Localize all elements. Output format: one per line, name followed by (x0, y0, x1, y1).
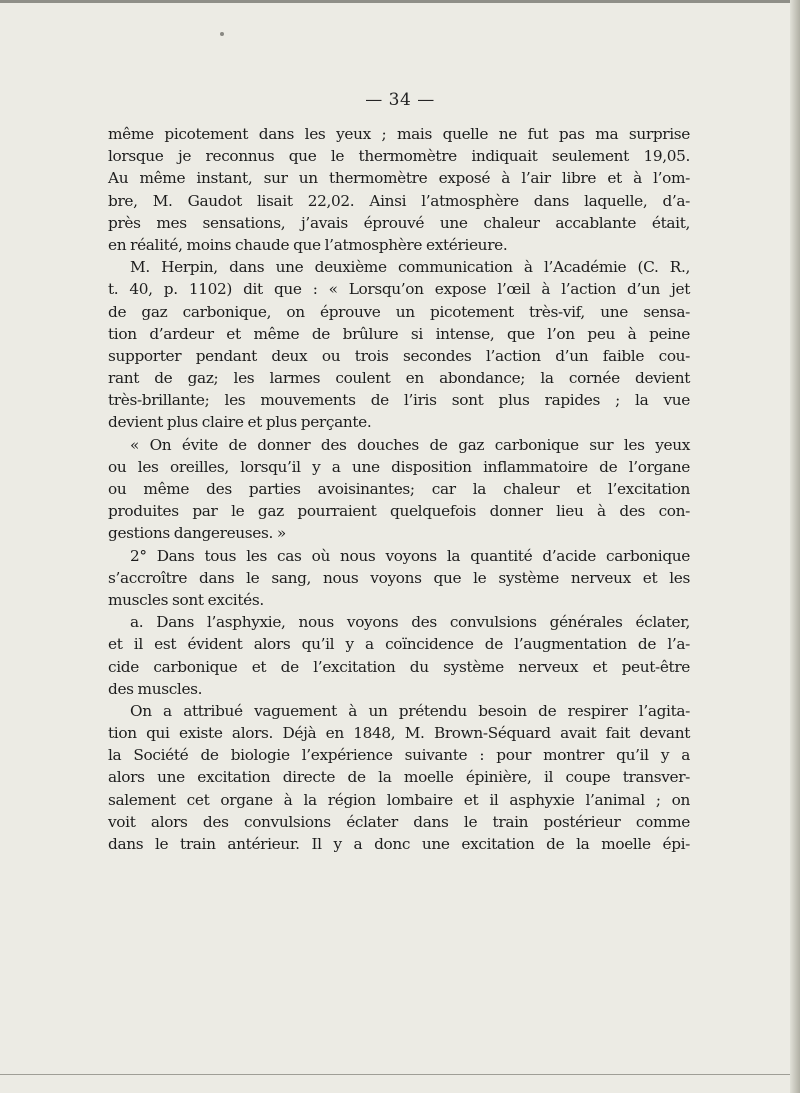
text-line: même picotement dans les yeux ; mais quelle ne fut pas ma surprise (108, 125, 690, 143)
text-line: M. Herpin, dans une deuxième communication à l’Académie (C. R., (130, 258, 690, 277)
text-line: tion qui existe alors. Déjà en 1848, M. Brown-Séquard avait fait devant (108, 724, 690, 743)
page-number: — 34 — (365, 90, 435, 110)
ink-spot (220, 32, 224, 36)
text-line: la Société de biologie l’expérience suivante : pour montrer qu’il y a (108, 746, 690, 765)
text-line: bre, M. Gaudot lisait 22,02. Ainsi l’atmosphère dans laquelle, d’a- (108, 191, 690, 210)
body-text (108, 123, 690, 855)
text-line: produites par le gaz pourraient quelquefois donner lieu à des con- (108, 502, 690, 521)
text-line: ou même des parties avoisinantes; car la chaleur et l’excitation (108, 480, 690, 498)
text-line: gestions dangereuses. » (108, 524, 286, 543)
text-line: et il est évident alors qu’il y a coïncidence de l’augmentation de l’a- (108, 635, 690, 654)
text-line: rant de gaz; les larmes coulent en abondance; la cornée devient (108, 369, 690, 388)
text-line: de gaz carbonique, on éprouve un picotement très-vif, une sensa- (108, 302, 690, 321)
text-line: tion d’ardeur et même de brûlure si intense, que l’on peu à peine (108, 324, 690, 343)
text-line: des muscles. (108, 679, 203, 698)
text-line: 2° Dans tous les cas où nous voyons la quantité d’acide carbonique (130, 546, 690, 565)
text-line: s’accroître dans le sang, nous voyons que le système nerveux et les (108, 568, 690, 587)
text-line: supporter pendant deux ou trois secondes l’action d’un faible cou- (108, 346, 690, 365)
text-line: a. Dans l’asphyxie, nous voyons des convulsions générales éclater, (130, 613, 690, 632)
text-line: salement cet organe à la région lombaire et il asphyxie l’animal ; on (108, 790, 690, 809)
text-line: On a attribué vaguement à un prétendu besoin de respirer l’agita- (130, 701, 690, 720)
bottom-edge-rule (0, 1074, 790, 1075)
text-line: muscles sont excités. (108, 590, 264, 609)
text-line: lorsque je reconnus que le thermomètre indiquait seulement 19,05. (108, 147, 690, 166)
text-line: cide carbonique et de l’excitation du système nerveux et peut-être (108, 657, 690, 676)
text-line: « On évite de donner des douches de gaz carbonique sur les yeux (130, 435, 690, 454)
text-line: en réalité, moins chaude que l’atmosphère extérieure. (108, 235, 508, 254)
text-line: ou les oreilles, lorsqu’il y a une disposition inflammatoire de l’organe (108, 457, 690, 476)
top-edge-rule (0, 0, 800, 3)
text-line: Au même instant, sur un thermomètre exposé à l’air libre et à l’om- (108, 169, 690, 188)
text-line: devient plus claire et plus perçante. (108, 413, 372, 432)
text-line: dans le train antérieur. Il y a donc une excitation de la moelle épi- (108, 835, 690, 853)
text-line: très-brillante; les mouvements de l’iris sont plus rapides ; la vue (108, 391, 690, 410)
text-line: t. 40, p. 1102) dit que : « Lorsqu’on expose l’œil à l’action d’un jet (108, 280, 690, 299)
binding-edge (790, 0, 800, 1093)
text-line: près mes sensations, j’avais éprouvé une chaleur accablante était, (108, 213, 690, 232)
text-line: voit alors des convulsions éclater dans le train postérieur comme (108, 812, 690, 831)
text-line: alors une excitation directe de la moelle épinière, il coupe transver- (108, 768, 690, 787)
